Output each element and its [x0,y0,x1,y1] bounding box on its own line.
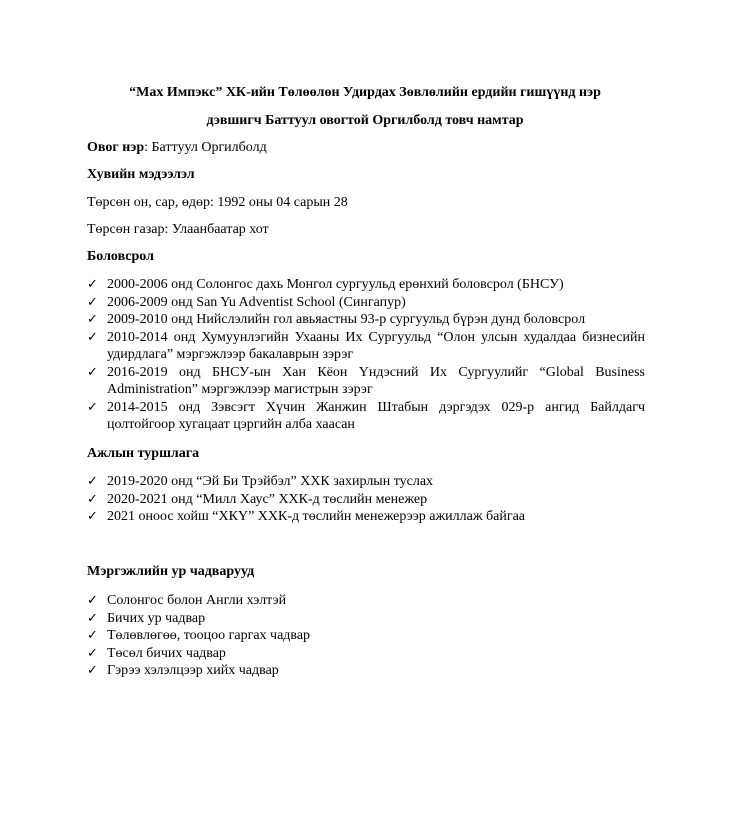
work-list [87,473,645,526]
checkmark-icon: ✓ [87,663,98,678]
skill-item: ✓ Бичих ур чадвар [87,610,206,626]
education-item: ✓ 2014-2015 онд Зэвсэгт Хүчин Жанжин Штабын дэргэдэх 029-р ангид Байлдагч цолтойгоор хугацаат цэргийн алба хаасан [87,399,645,432]
checkmark-icon: ✓ [87,294,98,310]
checkmark-icon: ✓ [87,628,98,643]
skill-item: ✓ Солонгос болон Англи хэлтэй [87,593,287,608]
work-item: ✓ 2021 оноос хойш “ХКҮ” ХХК-д төслийн менежерээр ажиллаж байгаа [87,509,526,524]
work-item: ✓ 2020-2021 онд “Милл Хаус” ХХК-д төслийн менежер [87,491,428,507]
checkmark-icon: ✓ [87,312,98,327]
skills-list [87,592,645,680]
education-item: ✓ 2000-2006 онд Солонгос дахь Монгол сургуульд ерөнхий боловсрол (БНСУ) [87,277,564,292]
checkmark-icon: ✓ [87,509,98,524]
checkmark-icon: ✓ [87,645,98,661]
checkmark-icon: ✓ [87,593,98,608]
checkmark-icon: ✓ [87,491,98,507]
skill-item: ✓ Төлөвлөгөө, тооцоо гаргах чадвар [87,628,311,643]
checkmark-icon: ✓ [87,399,98,415]
education-item: ✓ 2016-2019 онд БНСУ-ын Хан Кёон Үндэсний Их Сургуулийг “Global Business Administration” мэргэжлээр магистрын зэрэг [87,364,645,397]
skill-item: ✓ Төсөл бичих чадвар [87,645,226,661]
checkmark-icon: ✓ [87,364,98,380]
education-item: ✓ 2006-2009 онд San Yu Adventist School (Сингапур) [87,294,406,310]
work-heading: Ажлын туршлага [87,446,200,461]
checkmark-icon: ✓ [87,277,98,292]
skill-item: ✓ Гэрээ хэлэлцээр хийх чадвар [87,663,279,678]
checkmark-icon: ✓ [87,474,98,489]
education-item: ✓ 2010-2014 онд Хумуунлэгийн Ухааны Их Сургуульд “Олон улсын худалдаа бизнесийн удирдлага” мэргэжлээр бакалаврын зэрэг [87,329,645,362]
document-title-line-1: “Мах Импэкс” ХК-ийн Төлөөлөн Удирдах Зөвлөлийн ердийн гишүүнд нэр [129,85,601,100]
document-title-line-2: дэвшигч Баттуул овогтой Оргилболд товч намтар [206,113,524,128]
name-line [87,140,267,156]
birth-place: Төрсөн газар: Улаанбаатар хот [87,222,269,237]
education-item: ✓ 2009-2010 онд Нийслэлийн гол авьяастны 93-р сургуульд бүрэн дунд боловсрол [87,312,586,327]
work-item: ✓ 2019-2020 онд “Эй Би Трэйбэл” ХХК захирлын туслах [87,474,434,489]
education-list [87,276,645,434]
education-heading: Боловсрол [87,249,154,264]
checkmark-icon: ✓ [87,610,98,626]
name-value: : Баттуул Оргилболд [144,140,267,155]
name-label: Овог нэр [87,140,145,155]
checkmark-icon: ✓ [87,329,98,345]
birth-date: Төрсөн он, сар, өдөр: 1992 оны 04 сарын 28 [87,195,348,210]
skills-heading: Мэргэжлийн ур чадварууд [87,564,255,579]
personal-info-heading: Хувийн мэдээлэл [87,167,195,182]
